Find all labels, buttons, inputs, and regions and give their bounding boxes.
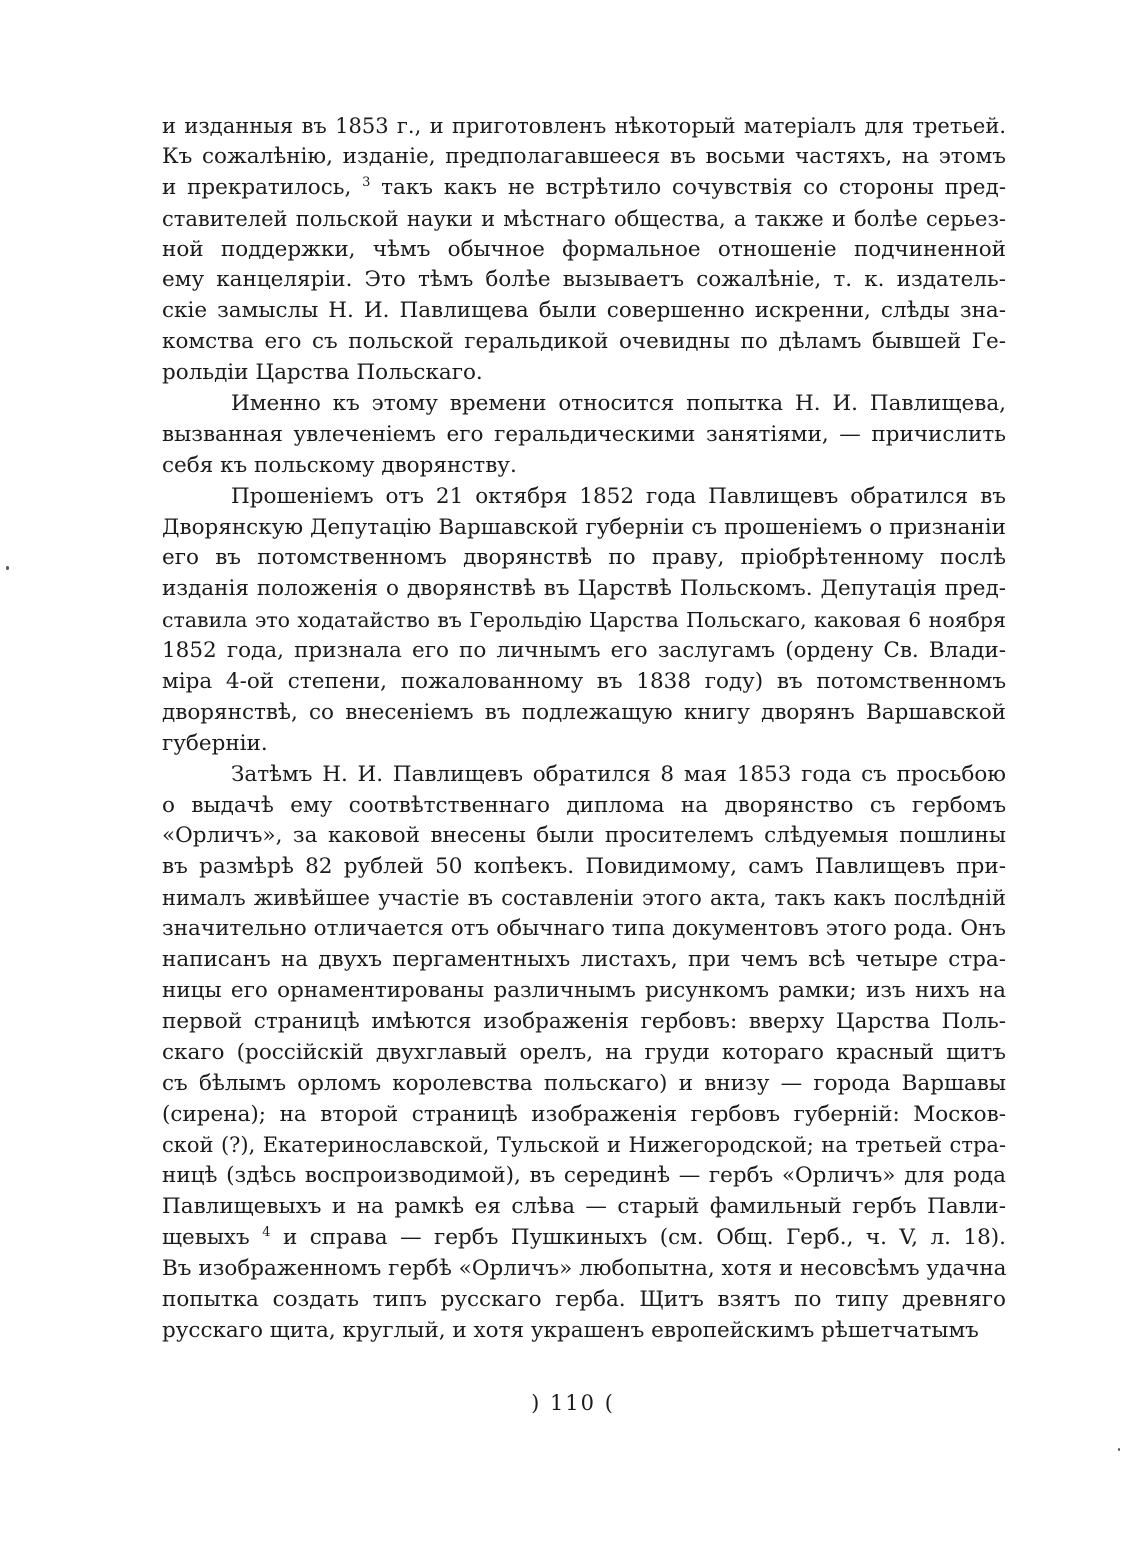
paragraph <box>162 760 1006 1347</box>
text-line: рольдіи Царства Польскаго. <box>162 360 483 386</box>
text-line: скаго (россійскій двухглавый орелъ, на груди котораго красный щитъ <box>162 1039 1006 1065</box>
text-line: Въ изображенномъ гербѣ «Орличъ» любопытна, хотя и несовсѣмъ удачна <box>162 1255 1007 1281</box>
text-line: «Орличъ», за каковой внесены были просителемъ слѣдуемыя пошлины <box>162 823 1006 849</box>
text-line: ставила это ходатайство въ Герольдію Царства Польскаго, каковая 6 ноября <box>162 608 1006 633</box>
text-line: Прошеніемъ отъ 21 октября 1852 года Павлищевъ обратился въ <box>231 483 1006 509</box>
text-line: скіе замыслы Н. И. Павлищева были совершенно искренни, слѣды зна- <box>162 298 1006 324</box>
text-line: ему канцеляріи. Это тѣмъ болѣе вызываетъ сожалѣніе, т. к. издатель- <box>162 267 1006 293</box>
paragraph <box>162 389 1006 482</box>
footnote-reference: 3 <box>362 174 371 190</box>
text-line: ставителей польской науки и мѣстнаго общества, а также и болѣе серьез- <box>162 206 1006 231</box>
text-line: изданія положенія о дворянствѣ въ Царствѣ Польскомъ. Депутація пред- <box>162 576 1006 602</box>
text-line: нималъ живѣйшее участіе въ составленіи этого акта, такъ какъ послѣдній <box>162 886 1006 911</box>
text-line: вызванная увлеченіемъ его геральдическими занятіями, — причислить <box>162 421 1006 447</box>
text-line: губерніи. <box>162 730 268 756</box>
text-line: Именно къ этому времени относится попытка Н. И. Павлищева, <box>231 391 1006 417</box>
paragraph <box>162 482 1006 760</box>
text-line: написанъ на двухъ пергаментныхъ листахъ, при чемъ всѣ четыре стра- <box>162 947 1006 973</box>
text-line: себя къ польскому дворянству. <box>162 452 517 478</box>
text-line: о выдачѣ ему соотвѣтственнаго диплома на дворянство съ гербомъ <box>162 792 1006 818</box>
text-line: ной поддержки, чѣмъ обычное формальное отношеніе подчиненной <box>162 236 1006 262</box>
page-number: ) 110 ( <box>531 1391 615 1415</box>
text-line: міра 4-ой степени, пожалованному въ 1838 году) въ потомственномъ <box>162 669 1006 695</box>
text-line: ской (?), Екатеринославской, Тульской и Нижегородской; на третьей стра- <box>162 1133 1006 1158</box>
text-line: Дворянскую Депутацію Варшавской губерніи съ прошеніемъ о признаніи <box>162 514 1006 540</box>
scan-speck <box>1118 1448 1120 1451</box>
text-line: 1852 года, признала его по личнымъ его заслугамъ (ордену Св. Влади- <box>162 638 1006 664</box>
text-line: въ размѣрѣ 82 рублей 50 копѣекъ. Повидимому, самъ Павлищевъ при- <box>162 854 1006 880</box>
text-line: ницы его орнаментированы различнымъ рисункомъ рамки; изъ нихъ на <box>162 977 1006 1003</box>
text-line: (сирена); на второй страницѣ изображенія гербовъ губерній: Москов- <box>162 1101 1006 1127</box>
text-line: Затѣмъ Н. И. Павлищевъ обратился 8 мая 1853 года съ просьбою <box>231 761 1006 787</box>
text-line: и изданныя въ 1853 г., и приготовленъ нѣкоторый матеріалъ для третьей. <box>162 114 1006 138</box>
paragraph <box>162 111 1006 389</box>
footnote-reference: 4 <box>262 1225 271 1241</box>
text-line: дворянствѣ, со внесеніемъ въ подлежащую книгу дворянъ Варшавской <box>162 699 1006 725</box>
text-line: съ бѣлымъ орломъ королевства польскаго) и внизу — города Варшавы <box>162 1070 1006 1096</box>
text-line: ницѣ (здѣсь воспроизводимой), въ серединѣ — гербъ «Орличъ» для рода <box>162 1163 1006 1189</box>
text-line: и прекратилось, $^3$ такъ какъ не встрѣтило сочувствія со стороны пред- <box>162 174 1006 200</box>
text-line: щевыхъ $^4$ и справа — гербъ Пушкиныхъ (см. Общ. Герб., ч. V, л. 18). <box>162 1225 1006 1251</box>
body-text <box>162 111 1006 1347</box>
text-line: первой страницѣ имѣются изображенія гербовъ: вверху Царства Поль- <box>162 1008 1006 1034</box>
text-line: комства его съ польской геральдикой очевидны по дѣламъ бывшей Ге- <box>162 329 1006 355</box>
text-line: его въ потомственномъ дворянствѣ по праву, пріобрѣтенному послѣ <box>162 545 1006 571</box>
text-line: Павлищевыхъ и на рамкѣ ея слѣва — старый фамильный гербъ Павли- <box>162 1194 1006 1220</box>
text-line: Къ сожалѣнію, изданіе, предполагавшееся въ восьми частяхъ, на этомъ <box>162 143 1006 169</box>
text-line: значительно отличается отъ обычнаго типа документовъ этого рода. Онъ <box>162 916 1006 942</box>
text-line: русскаго щита, круглый, и хотя украшенъ европейскимъ рѣшетчатымъ <box>162 1317 979 1343</box>
text-line: попытка создать типъ русскаго герба. Щитъ взятъ по типу древняго <box>162 1286 1006 1312</box>
scan-speck <box>6 566 9 570</box>
